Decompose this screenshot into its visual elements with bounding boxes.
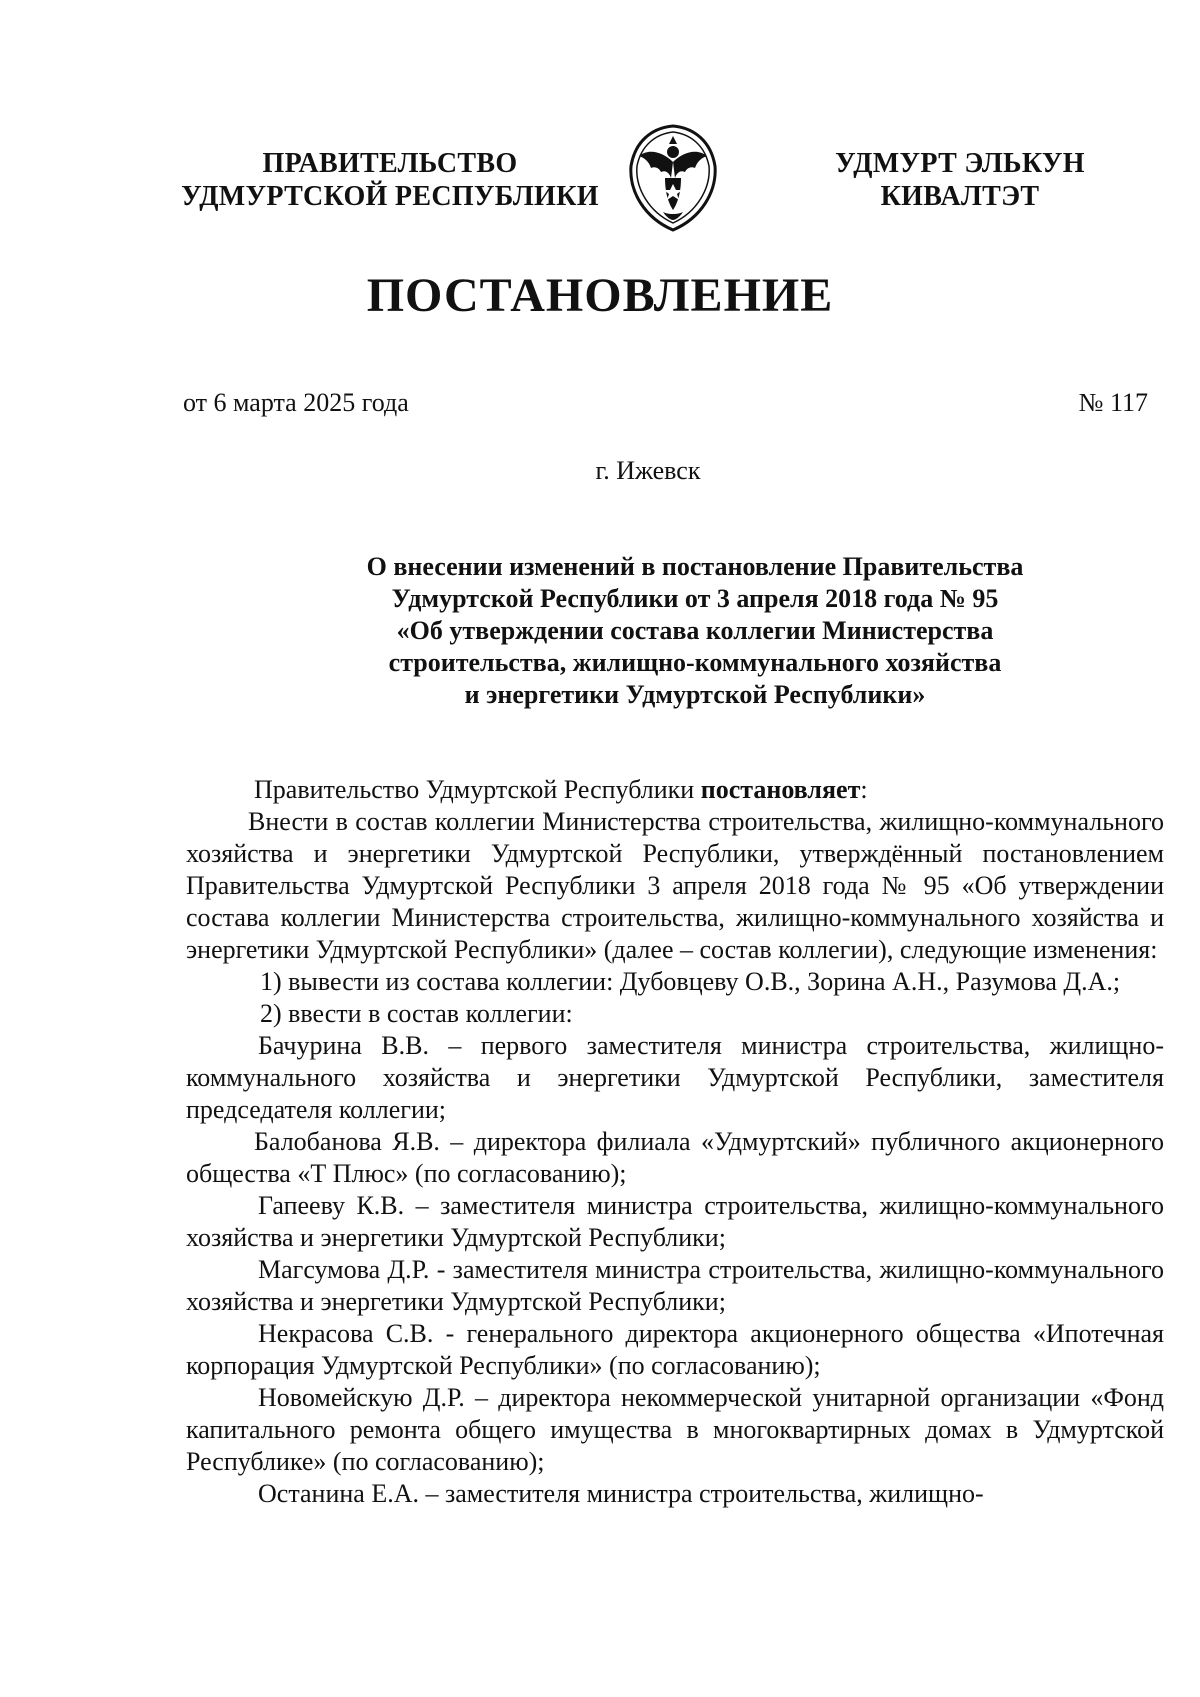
subject-line: и энергетики Удмуртской Республики»	[464, 680, 926, 709]
subject-line: О внесении изменений в постановление Правительства	[366, 552, 1024, 581]
government-name-udmurt-line1: УДМУРТ ЭЛЬКУН	[835, 148, 1085, 179]
document-city: г. Ижевск	[595, 456, 701, 485]
member-paragraph: Некрасова С.В. - генерального директора акционерного общества «Ипотечная корпорация Удмуртской Республики» (по согласованию);	[186, 1319, 1164, 1380]
government-name-udmurt	[800, 147, 1120, 213]
preamble-paragraph	[186, 774, 1164, 806]
member-paragraph: Балобанова Я.В. – директора филиала «Удмуртский» публичного акционерного общества «Т Плюс» (по согласованию);	[186, 1127, 1164, 1188]
subject-line: «Об утверждении состава коллегии Министерства	[396, 616, 994, 645]
member-paragraph: Магсумова Д.Р. - заместителя министра строительства, жилищно-коммунального хозяйства и энергетики Удмуртской Республики;	[186, 1255, 1164, 1316]
document-number: № 117	[1078, 388, 1148, 417]
item-2-paragraph: 2) ввести в состав коллегии:	[260, 999, 573, 1028]
document-body	[186, 774, 1164, 1510]
document-type-title: ПОСТАНОВЛЕНИЕ	[366, 269, 834, 322]
government-name-line1: ПРАВИТЕЛЬСТВО	[262, 148, 518, 179]
preamble-text: Правительство Удмуртской Республики	[254, 775, 701, 804]
coat-of-arms-icon	[625, 122, 721, 234]
subject-line: строительства, жилищно-коммунального хозяйства	[388, 648, 1002, 677]
subject-line: Удмуртской Республики от 3 апреля 2018 года № 95	[391, 584, 999, 613]
government-name-line2: УДМУРТСКОЙ РЕСПУБЛИКИ	[181, 181, 599, 212]
member-paragraph: Бачурина В.В. – первого заместителя министра строительства, жилищно-коммунального хозяйства и энергетики Удмуртской Республики, заместителя председателя коллегии;	[186, 1031, 1164, 1124]
preamble-keyword: постановляет	[700, 775, 861, 804]
member-paragraph: Останина Е.А. – заместителя министра строительства, жилищно-	[258, 1479, 984, 1508]
intro-paragraph: Внести в состав коллегии Министерства строительства, жилищно-коммунального хозяйства и энергетики Удмуртской Республики, утверждённый постановлением Правительства Удмуртской Республики 3 апреля 2018 года № 95 «Об утверждении состава коллегии Министерства строительства, жилищно-коммунального хозяйства и энергетики Удмуртской Республики» (далее – состав коллегии), следующие изменения:	[186, 807, 1164, 964]
government-name-udmurt-line2: КИВАЛТЭТ	[880, 181, 1040, 212]
member-paragraph: Новомейскую Д.Р. – директора некоммерческой унитарной организации «Фонд капитального ремонта общего имущества в многоквартирных домах в Удмуртской Республике» (по согласованию);	[186, 1383, 1164, 1476]
document-subject	[260, 551, 1130, 711]
government-name-russian	[160, 147, 620, 213]
preamble-colon: :	[860, 775, 868, 804]
item-1-paragraph: 1) вывести из состава коллегии: Дубовцеву О.В., Зорина А.Н., Разумова Д.А.;	[260, 967, 1121, 996]
member-paragraph: Гапееву К.В. – заместителя министра строительства, жилищно-коммунального хозяйства и энергетики Удмуртской Республики;	[186, 1191, 1164, 1252]
document-date: от 6 марта 2025 года	[183, 388, 409, 417]
